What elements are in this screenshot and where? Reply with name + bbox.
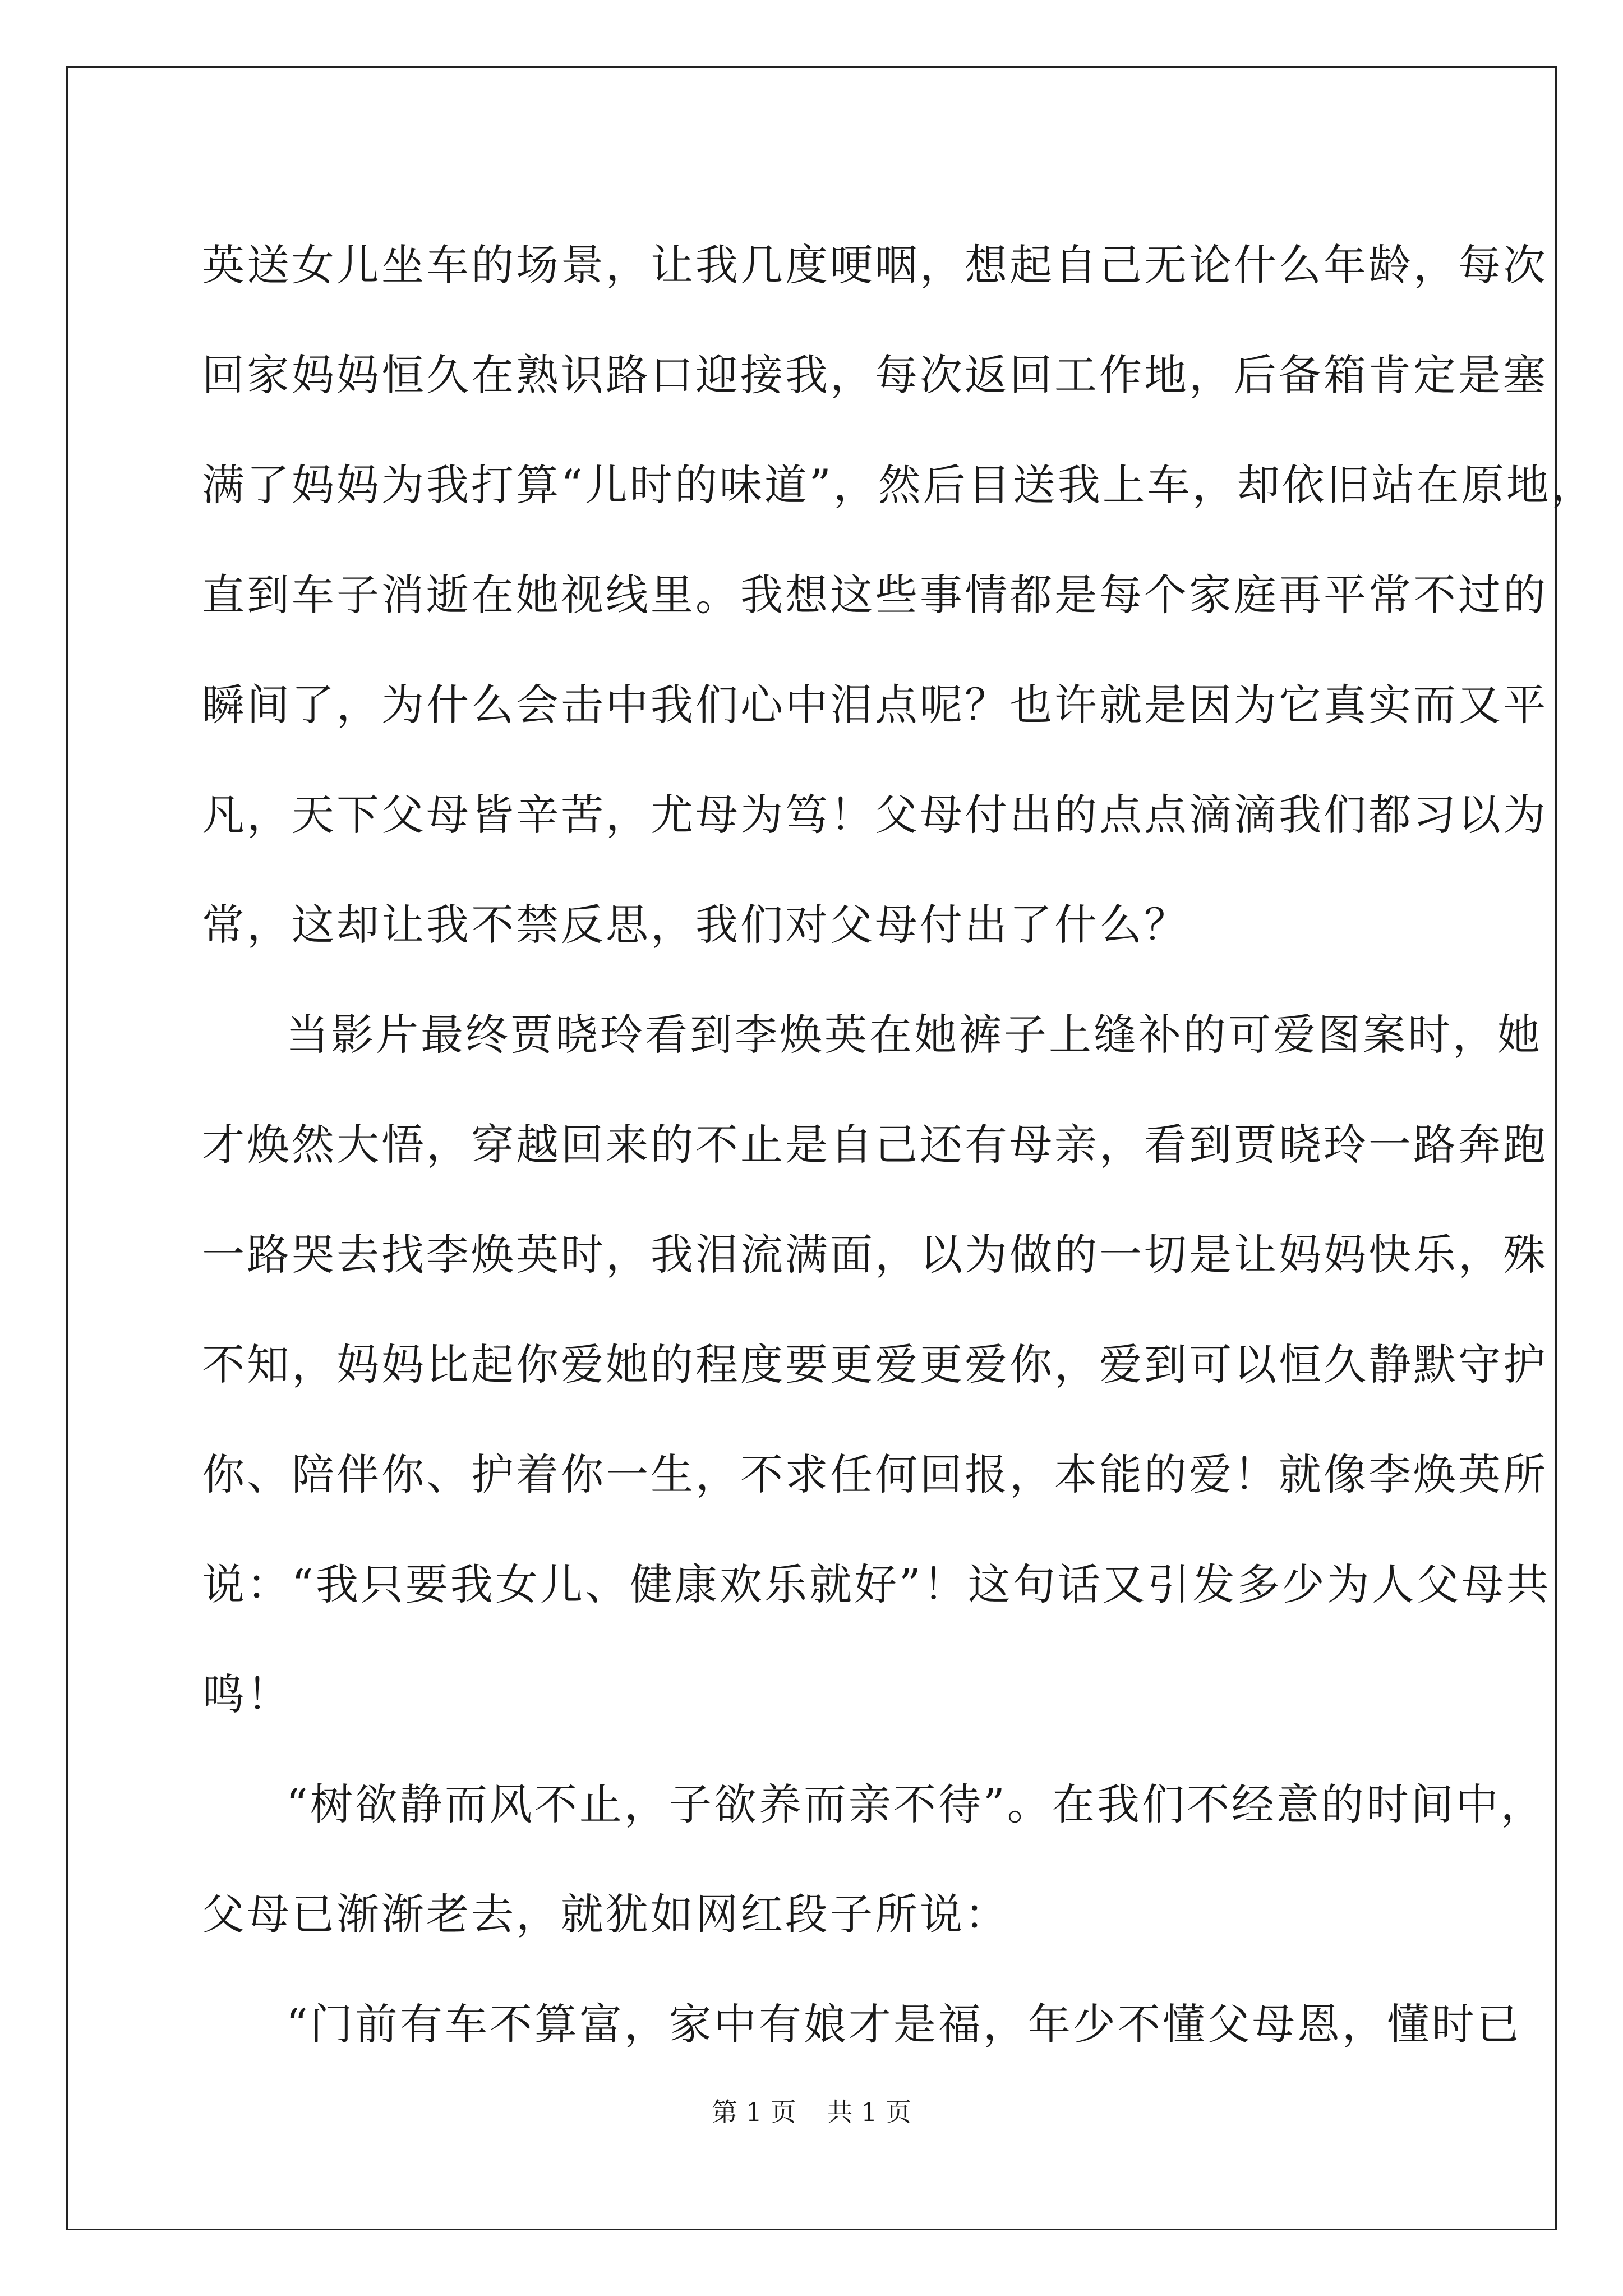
- text-line-17: “门前有车不算富，家中有娘才是福，年少不懂父母恩，懂时已: [286, 1999, 1521, 2049]
- text-line-9: 才焕然大悟，穿越回来的不止是自己还有母亲，看到贾晓玲一路奔跑: [202, 1120, 1548, 1170]
- text-line-5: 瞬间了，为什么会击中我们心中泪点呢？也许就是因为它真实而又平: [202, 680, 1548, 730]
- text-line-6: 凡，天下父母皆辛苦，尤母为笃！父母付出的点点滴滴我们都习以为: [202, 790, 1548, 840]
- page-total: 共 1 页: [827, 2097, 912, 2127]
- page-number: 第 1 页: [711, 2097, 796, 2127]
- text-line-13: 说：“我只要我女儿、健康欢乐就好”！这句话又引发多少为人父母共: [202, 1559, 1551, 1609]
- text-line-4: 直到车子消逝在她视线里。我想这些事情都是每个家庭再平常不过的: [202, 570, 1548, 620]
- text-line-3: 满了妈妈为我打算“儿时的味道”，然后目送我上车，却依旧站在原地，: [202, 460, 1596, 510]
- text-line-11: 不知，妈妈比起你爱她的程度要更爱更爱你，爱到可以恒久静默守护: [202, 1340, 1548, 1389]
- text-line-8: 当影片最终贾晓玲看到李焕英在她裤子上缝补的可爱图案时，她: [286, 1010, 1542, 1060]
- text-line-12: 你、陪伴你、护着你一生，不求任何回报，本能的爱！就像李焕英所: [202, 1450, 1548, 1499]
- document-body: [202, 210, 1596, 2079]
- text-line-2: 回家妈妈恒久在熟识路口迎接我，每次返回工作地，后备箱肯定是塞: [202, 350, 1548, 400]
- text-line-15: “树欲静而风不止，子欲养而亲不待”。在我们不经意的时间中，: [286, 1779, 1546, 1829]
- text-line-1: 英送女儿坐车的场景，让我几度哽咽，想起自己无论什么年龄，每次: [202, 240, 1548, 290]
- text-line-14: 鸣！: [202, 1669, 292, 1719]
- text-line-10: 一路哭去找李焕英时，我泪流满面，以为做的一切是让妈妈快乐，殊: [202, 1230, 1548, 1280]
- page-footer: [0, 2095, 1623, 2129]
- text-line-7: 常，这却让我不禁反思，我们对父母付出了什么？: [202, 900, 1189, 950]
- text-line-16: 父母已渐渐老去，就犹如网红段子所说：: [202, 1889, 1009, 1939]
